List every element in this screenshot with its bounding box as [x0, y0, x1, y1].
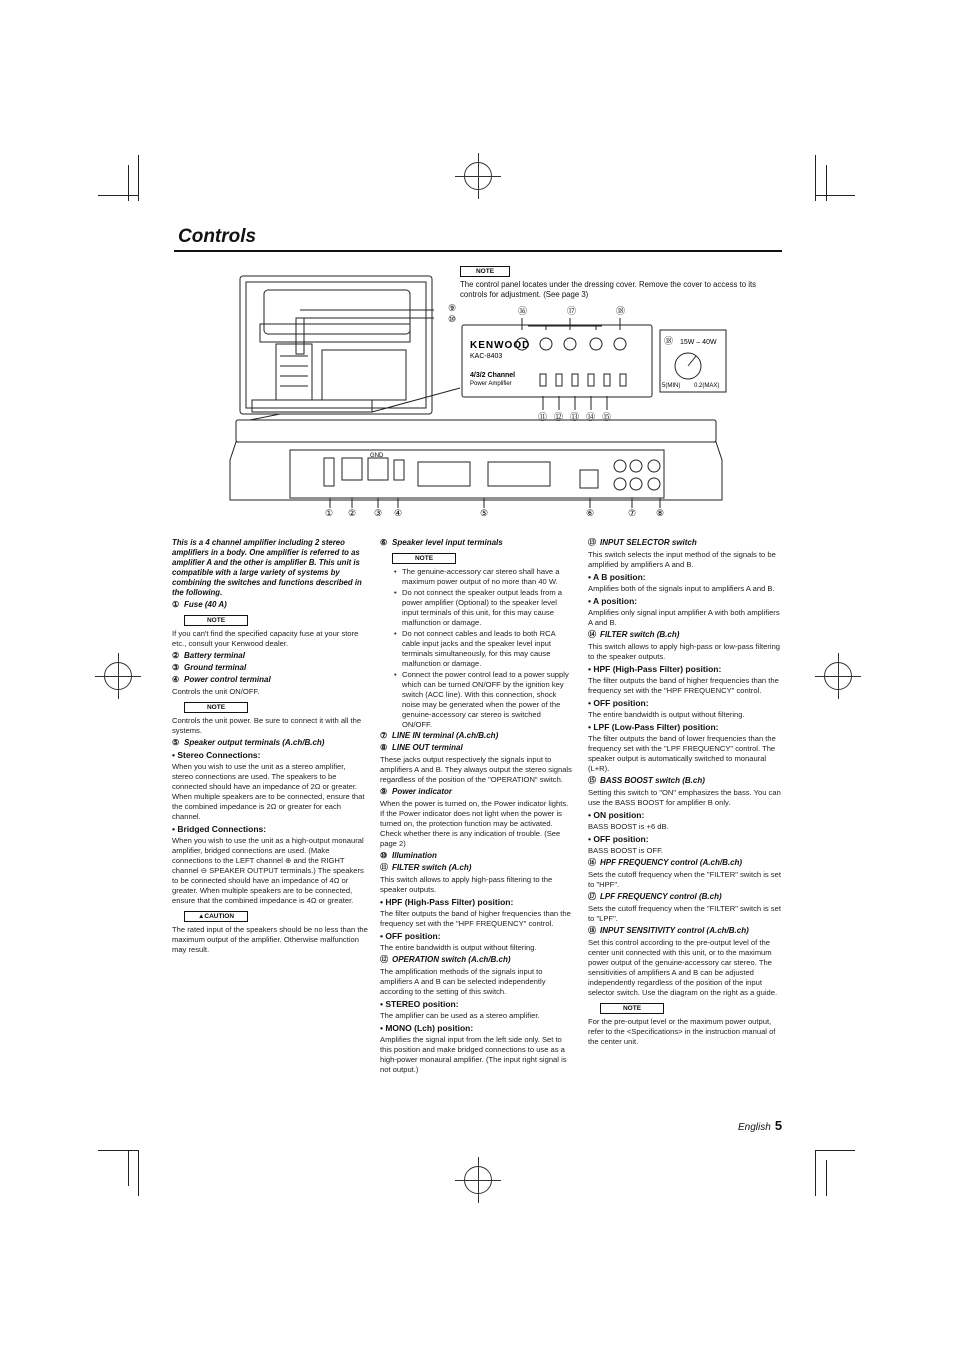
input-sensitivity-text: Set this control according to the pre-output level of the center unit connected with this unit, or to the maximum power output of the genuine-accessory car stereo. The sensitivities of amplifiers A and B can be adjusted independently regardless of the position of the input selector switch. Use the diagram on the right as a guide. — [588, 938, 778, 997]
line-out-heading: ⑧ LINE OUT terminal — [380, 743, 463, 752]
callout-11: ⑪ — [538, 412, 548, 422]
crop-mark — [815, 1150, 816, 1196]
sens-max: 0.2(MAX) — [694, 383, 720, 389]
caution-text: The rated input of the speakers should be no less than the maximum output of the amplifier. Otherwise malfunction may result. — [172, 925, 368, 954]
operation-text: The amplification methods of the signals input to amplifiers A and B can be selected independently according to the setting of this switch. — [380, 967, 546, 996]
on-position-heading: • ON position: — [588, 810, 645, 820]
registration-mark — [464, 1166, 492, 1194]
mono-position-heading: • MONO (Lch) position: — [380, 1023, 474, 1033]
input-selector-heading: ⑬ INPUT SELECTOR switch — [588, 538, 697, 547]
note-text: The control panel locates under the dressing cover. Remove the cover to access to its controls for adjustment. (See page 3) — [460, 280, 757, 299]
line-out-text: These jacks output respectively the signals input to amplifiers A and B. They always output the stereo signals regardless of the position of the "OPERATION" switch. — [380, 755, 572, 784]
lpf-heading: • LPF (Low-Pass Filter) position: — [588, 722, 719, 732]
crop-mark — [815, 1150, 855, 1151]
amplifier-front-view — [230, 420, 722, 508]
callout-5: ⑤ — [480, 508, 489, 518]
callout-3: ③ — [374, 508, 383, 518]
hpf-heading: • HPF (High-Pass Filter) position: — [588, 664, 722, 674]
list-item: • Do not connect cables and leads to both RCA cable input jacks and the speaker level input terminals simultaneously, for this may cause malfunction or damage. — [394, 629, 572, 669]
crop-mark — [138, 1150, 139, 1196]
illumination-heading: ⑩ Illumination — [380, 851, 437, 860]
speaker-level-notes — [394, 567, 572, 730]
column-1 — [172, 538, 368, 957]
hpf-frequency-text: Sets the cutoff frequency when the "FILTER" switch is set to "HPF". — [588, 870, 781, 889]
note-tag: NOTE — [460, 266, 510, 277]
off-position-text: BASS BOOST is OFF. — [588, 846, 663, 855]
operation-heading: ⑫ OPERATION switch (A.ch/B.ch) — [380, 955, 511, 964]
ab-position-heading: • A B position: — [588, 572, 646, 582]
list-item: • Do not connect the speaker output leads from a power amplifier (Optional) to the speaker level input terminals of this unit, for this may cause malfunction or damage. — [394, 588, 572, 628]
amplifier-top-view — [240, 276, 434, 414]
note-tag: NOTE — [184, 702, 248, 713]
callout-13: ⑬ — [570, 412, 580, 422]
caution-tag: ▲CAUTION — [184, 911, 248, 922]
input-sensitivity-heading: ⑱ INPUT SENSITIVITY control (A.ch/B.ch) — [588, 926, 749, 935]
callout-15: ⑮ — [602, 412, 612, 422]
column-3 — [588, 538, 782, 1049]
input-selector-text: This switch selects the input method of the signals to be amplified by amplifiers A and B. — [588, 550, 776, 569]
callout-9: ⑨ — [448, 303, 457, 313]
fuse-text: If you can't find the specified capacity fuse at your store etc., consult your Kenwood dealer. — [172, 629, 359, 648]
stereo-position-heading: • STEREO position: — [380, 999, 459, 1009]
list-item: • The genuine-accessory car stereo shall have a maximum power output of no more than 40 W. — [394, 567, 572, 587]
amplifier-diagram — [0, 0, 954, 540]
ab-position-text: Amplifies both of the signals input to amplifiers A and B. — [588, 584, 775, 593]
power-note-text: Controls the unit power. Be sure to connect it with all the systems. — [172, 716, 362, 735]
stereo-position-text: The amplifier can be used as a stereo amplifier. — [380, 1011, 540, 1020]
lpf-text: The filter outputs the band of lower frequencies than the frequency set with the "LPF FREQUENCY" control. The speaker output is automatically switched to monaural (L+R). — [588, 734, 776, 773]
callout-17: ⑰ — [567, 306, 577, 316]
input-sensitivity-note: For the pre-output level or the maximum power output, refer to the <Specifications> in the instruction manual of the center unit. — [588, 1017, 776, 1046]
bass-boost-text: Setting this switch to "ON" emphasizes the bass. You can use the BASS BOOST for amplifier B only. — [588, 788, 781, 807]
registration-mark — [824, 662, 852, 690]
callout-10: ⑩ — [448, 314, 457, 324]
a-position-text: Amplifies only signal input amplifier A with both amplifiers A and B. — [588, 608, 780, 627]
line-in-heading: ⑦ LINE IN terminal (A.ch/B.ch) — [380, 731, 499, 740]
footer-language: English — [738, 1122, 771, 1133]
page-number: 5 — [774, 1118, 783, 1133]
fuse-heading: ① Fuse (40 A) — [172, 600, 227, 609]
on-position-text: BASS BOOST is +6 dB. — [588, 822, 669, 831]
off-text: The entire bandwidth is output without filtering. — [380, 943, 537, 952]
registration-mark — [104, 662, 132, 690]
crop-mark — [826, 1160, 827, 1196]
off-text: The entire bandwidth is output without filtering. — [588, 710, 745, 719]
power-heading: ④ Power control terminal — [172, 675, 271, 684]
stereo-text: When you wish to use the unit as a stereo amplifier, stereo connections are used. The speakers to be connected should have an impedance of 2Ω or greater. When multiple speakers are to be connected, ensure that the combined impedance is 2Ω or greater for each channel. — [172, 762, 365, 821]
off-heading: • OFF position: — [588, 698, 649, 708]
power-indicator-text: When the power is turned on, the Power indicator lights. If the Power indicator does not light when the power is turned on, the protection function may be activated. Check whether there is any indication of trouble. (See page 2) — [380, 799, 569, 848]
crop-mark — [98, 1150, 138, 1151]
note-tag: NOTE — [600, 1003, 664, 1014]
intro-text: This is a 4 channel amplifier including 2 stereo amplifiers in a body. One amplifier is referred to as amplifier A and the other is amplifier B. This unit is compatible with a large variety of systems by combining the switches and functions described in the following. — [172, 538, 362, 597]
stereo-heading: • Stereo Connections: — [172, 750, 261, 760]
hpf-text: The filter outputs the band of higher frequencies than the frequency set with the "HPF FREQUENCY" control. — [588, 676, 779, 695]
lpf-frequency-text: Sets the cutoff frequency when the "FILTER" switch is set to "LPF". — [588, 904, 781, 923]
off-heading: • OFF position: — [380, 931, 441, 941]
callout-sens: ⑱ — [664, 336, 674, 346]
a-position-heading: • A position: — [588, 596, 638, 606]
filter-b-text: This switch allows to apply high-pass or low-pass filtering to the speaker outputs. — [588, 642, 781, 661]
callout-7: ⑦ — [628, 508, 637, 518]
hpf-text: The filter outputs the band of higher frequencies than the frequency set with the "HPF FREQUENCY" control. — [380, 909, 571, 928]
brand-logo: KENWOOD — [470, 340, 531, 351]
bass-boost-heading: ⑮ BASS BOOST switch (B.ch) — [588, 776, 705, 785]
callout-6: ⑥ — [586, 508, 595, 518]
crop-mark — [128, 1150, 129, 1186]
panel-caption-1: 4/3/2 Channel — [470, 372, 516, 379]
callout-14: ⑭ — [586, 412, 596, 422]
callout-12: ⑫ — [554, 412, 564, 422]
callout-2: ② — [348, 508, 357, 518]
column-2 — [380, 538, 572, 1077]
hpf-heading: • HPF (High-Pass Filter) position: — [380, 897, 514, 907]
callout-18: ⑱ — [616, 306, 626, 316]
filter-b-heading: ⑭ FILTER switch (B.ch) — [588, 630, 680, 639]
filter-a-heading: ⑪ FILTER switch (A.ch) — [380, 863, 472, 872]
bridged-text: When you wish to use the unit as a high-output monaural amplifier, bridged connections are used. (Make connections to the LEFT channel ⊕ and the RIGHT channel ⊖ SPEAKER OUTPUT terminals.) The speakers to be connected should have an impedance of 4Ω or greater. When multiple speakers are to be connected, ensure that the combined impedance is 4Ω or greater. — [172, 836, 364, 905]
hpf-frequency-heading: ⑯ HPF FREQUENCY control (A.ch/B.ch) — [588, 858, 743, 867]
note-tag: NOTE — [392, 553, 456, 564]
speaker-level-heading: ⑥ Speaker level input terminals — [380, 538, 503, 547]
mono-position-text: Amplifies the signal input from the left side only. Set to this position and make bridged connections to use as a high-power monaural amplifier. (The input right signal is not output.) — [380, 1035, 567, 1074]
page-title: Controls — [178, 226, 257, 247]
callout-16: ⑯ — [518, 306, 528, 316]
model-label: KAC-8403 — [470, 353, 503, 360]
power-indicator-heading: ⑨ Power indicator — [380, 787, 453, 796]
callout-4: ④ — [394, 508, 403, 518]
callout-8: ⑧ — [656, 508, 665, 518]
power-text: Controls the unit ON/OFF. — [172, 687, 260, 696]
off-position-heading: • OFF position: — [588, 834, 649, 844]
control-panel — [462, 318, 652, 410]
page-footer — [738, 1118, 782, 1133]
lpf-frequency-heading: ⑰ LPF FREQUENCY control (B.ch) — [588, 892, 722, 901]
note-tag: NOTE — [184, 615, 248, 626]
gnd-label: GND — [370, 453, 384, 459]
battery-heading: ② Battery terminal — [172, 651, 245, 660]
bridged-heading: • Bridged Connections: — [172, 824, 267, 834]
filter-a-text: This switch allows to apply high-pass filtering to the speaker outputs. — [380, 875, 553, 894]
panel-caption-2: Power Amplifier — [470, 381, 512, 387]
speaker-output-heading: ⑤ Speaker output terminals (A.ch/B.ch) — [172, 738, 325, 747]
callout-1: ① — [325, 508, 334, 518]
list-item: • Connect the power control lead to a power supply which can be turned ON/OFF by the ignition key switch (ACC line). With this connection, shock noise may be generated when the power of the genuine-accessory car stereo is switched ON/OFF. — [394, 670, 572, 730]
sens-min: 5(MIN) — [662, 383, 681, 389]
ground-heading: ③ Ground terminal — [172, 663, 247, 672]
sensitivity-range: 15W – 40W — [680, 339, 717, 346]
